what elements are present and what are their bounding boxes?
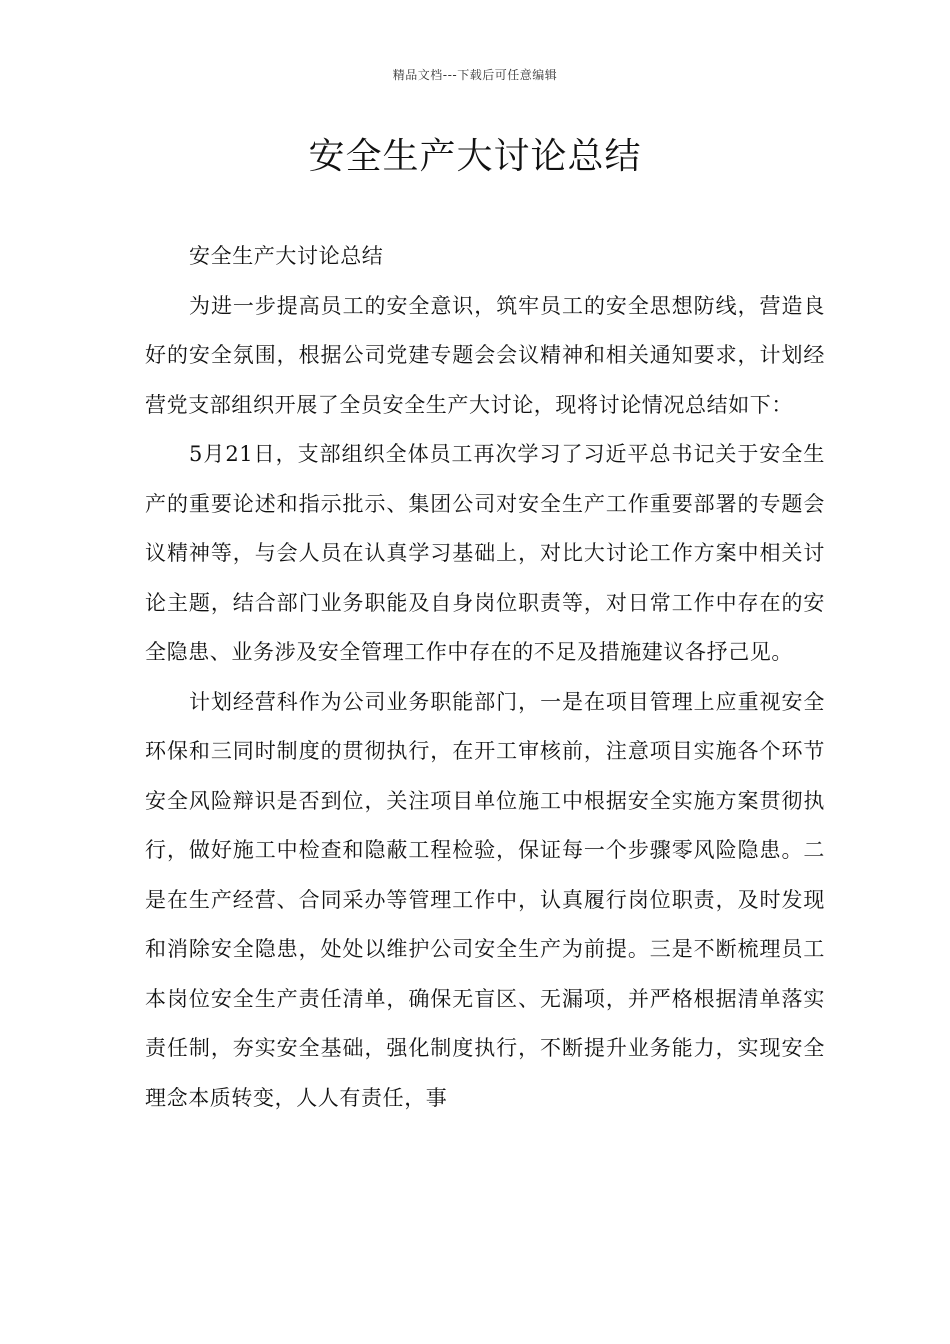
- header-note: 精品文档---下载后可任意编辑: [392, 68, 558, 82]
- paragraph-intro: 为进一步提高员工的安全意识，筑牢员工的安全思想防线，营造良好的安全氛围，根据公司党建专题会会议精神和相关通知要求，计划经营党支部组织开展了全员安全生产大讨论，现将讨论情况总结如下：: [145, 293, 825, 417]
- document-body: [145, 232, 825, 1123]
- paragraph-study-session: 5月21日，支部组织全体员工再次学习了习近平总书记关于安全生产的重要论述和指示批示、集团公司对安全生产工作重要部署的专题会议精神等，与会人员在认真学习基础上，对比大讨论工作方案中相关讨论主题，结合部门业务职能及自身岗位职责等，对日常工作中存在的安全隐患、业务涉及安全管理工作中存在的不足及措施建议各抒己见。: [145, 442, 825, 664]
- document-title: 安全生产大讨论总结: [308, 136, 642, 177]
- paragraph-department-measures: 计划经营科作为公司业务职能部门，一是在项目管理上应重视安全环保和三同时制度的贯彻执行，在开工审核前，注意项目实施各个环节安全风险辩识是否到位，关注项目单位施工中根据安全实施方案贯彻执行，做好施工中检查和隐蔽工程检验，保证每一个步骤零风险隐患。二是在生产经营、合同采办等管理工作中，认真履行岗位职责，及时发现和消除安全隐患，处处以维护公司安全生产为前提。三是不断梳理员工本岗位安全生产责任清单，确保无盲区、无漏项，并严格根据清单落实责任制，夯实安全基础，强化制度执行，不断提升业务能力，实现安全理念本质转变，人人有责任，事: [145, 689, 825, 1110]
- paragraph-subtitle: 安全生产大讨论总结: [189, 244, 384, 268]
